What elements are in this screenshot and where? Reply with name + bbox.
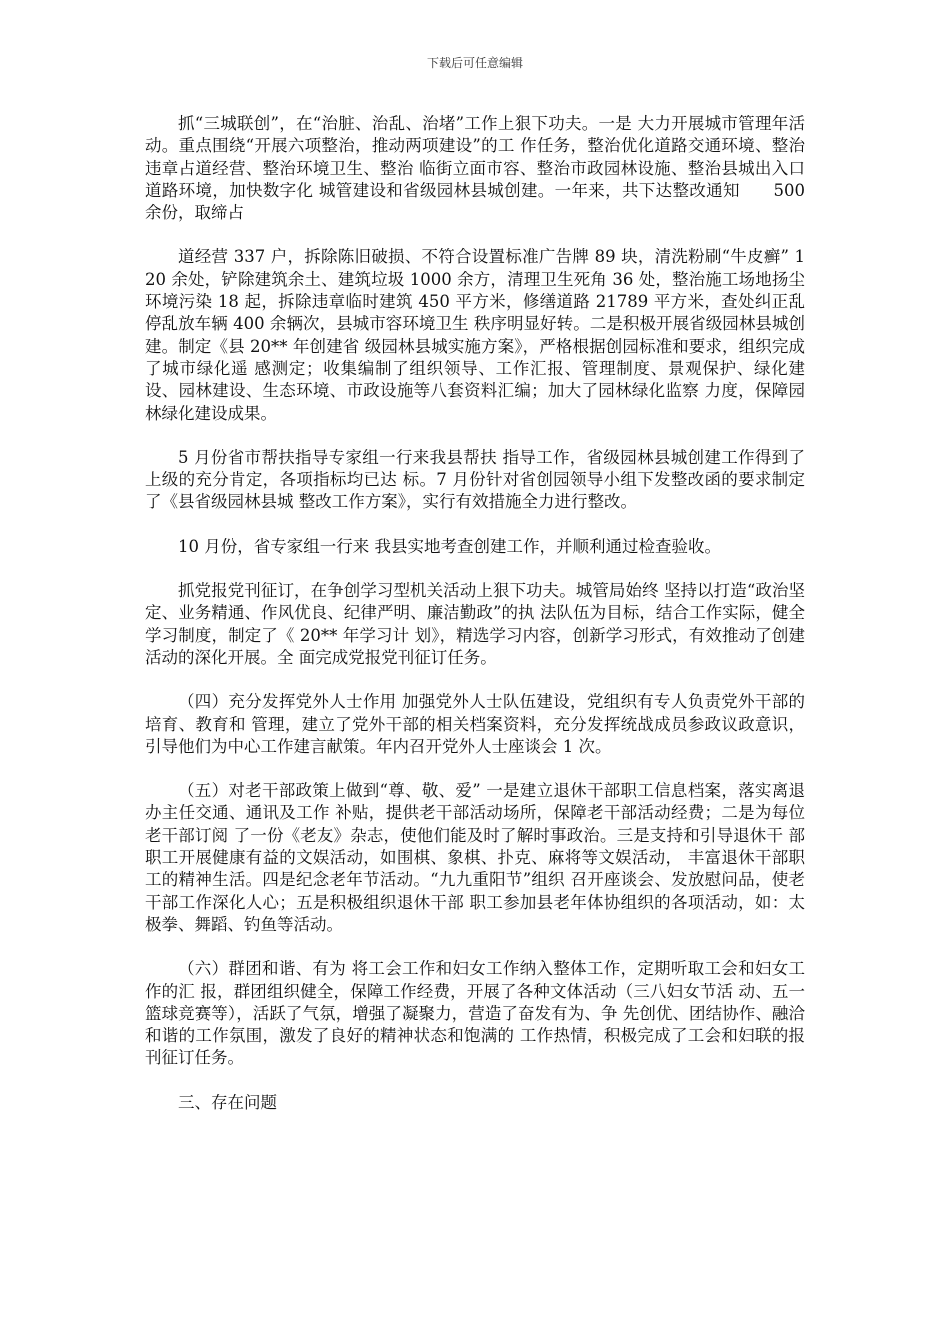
section-heading-problems: 三、存在问题 xyxy=(178,1092,277,1112)
paragraph-party-newspapers: 抓党报党刊征订，在争创学习型机关活动上狠下功夫。城管局始终 坚持以打造“政治坚定、业务精通、作风优良、纪律严明、廉洁勤政”的执 法队伍为目标，结合工作实际，健全学习制度，制定了《 20** 年学习计 划》，精选学习内容，创新学习形式，有效推动了创建活动的深化开展。全 面完成党报党刊征订任务。 xyxy=(145,581,805,667)
paragraph-may-inspection: 5 月份省市帮扶指导专家组一行来我县帮扶 指导工作，省级园林县城创建工作得到了上级的充分肯定，各项指标均已达 标。7 月份针对省创园领导小组下发整改函的要求制定了《县省级园林县城 整改工作方案》，实行有效措施全力进行整改。 xyxy=(145,447,805,512)
document-body xyxy=(145,113,805,1136)
paragraph-mass-organizations: （六）群团和谐、有为 将工会工作和妇女工作纳入整体工作，定期听取工会和妇女工作的汇 报，群团组织健全，保障工作经费，开展了各种文体活动（三八妇女节活 动、五一篮球竞赛等），活跃了气氛，增强了凝聚力，营造了奋发有为、争 先创优、团结协作、融洽和谐的工作氛围，激发了良好的精神状态和饱满的 工作热情，积极完成了工会和妇联的报刊征订任务。 xyxy=(145,959,805,1068)
paragraph-veteran-cadres: （五）对老干部政策上做到“尊、敬、爱” 一是建立退休干部职工信息档案，落实离退办主任交通、通讯及工作 补贴，提供老干部活动场所，保障老干部活动经费；二是为每位老干部订阅 了一份《老友》杂志，使他们能及时了解时事政治。三是支持和引导退休干 部职工开展健康有益的文娱活动，如围棋、象棋、扑克、麻将等文娱活动， 丰富退休干部职工的精神生活。四是纪念老年节活动。“九九重阳节”组织 召开座谈会、发放慰问品，使老干部工作深化人心；五是积极组织退休干部 职工参加县老年体协组织的各项活动，如：太极拳、舞蹈、钓鱼等活动。 xyxy=(145,781,805,934)
paragraph-non-party-personnel: （四）充分发挥党外人士作用 加强党外人士队伍建设，党组织有专人负责党外干部的培育、教育和 管理，建立了党外干部的相关档案资料，充分发挥统战成员参政议政意识， 引导他们为中心工作建言献策。年内召开党外人士座谈会 1 次。 xyxy=(145,692,805,756)
paragraph-three-cities: 抓“三城联创”，在“治脏、治乱、治堵”工作上狠下功夫。一是 大力开展城市管理年活动。重点围绕“开展六项整治，推动两项建设”的工 作任务，整治优化道路交通环境、整治违章占道经营、整治环境卫生、整治 临街立面市容、整治市政园林设施、整治县城出入口道路环境，加快数字化 城管建设和省级园林县城创建。一年来，共下达整改通知 500 余份，取缔占 xyxy=(145,114,805,223)
page-header: 下载后可任意编辑 xyxy=(426,56,523,70)
paragraph-october-inspection: 10 月份，省专家组一行来 我县实地考查创建工作，并顺利通过检查验收。 xyxy=(178,536,721,556)
paragraph-road-management: 道经营 337 户，拆除陈旧破损、不符合设置标准广告牌 89 块，清洗粉刷“牛皮癣” 120 余处，铲除建筑余土、建筑垃圾 1000 余方，清理卫生死角 36 处，整治施工场地扬尘环境污染 18 起，拆除违章临时建筑 450 平方米，修缮道路 21789 平方米，查处纠正乱停乱放车辆 400 余辆次，县城市容环境卫生 秩序明显好转。二是积极开展省级园林县城创建。制定《县 20** 年创建省 级园林县城实施方案》，严格根据创园标准和要求，组织完成了城市绿化遥 感测定；收集编制了组织领导、工作汇报、管理制度、景观保护、绿化建 设、园林建设、生态环境、市政设施等八套资料汇编；加大了园林绿化监察 力度，保障园林绿化建设成果。 xyxy=(145,247,805,423)
